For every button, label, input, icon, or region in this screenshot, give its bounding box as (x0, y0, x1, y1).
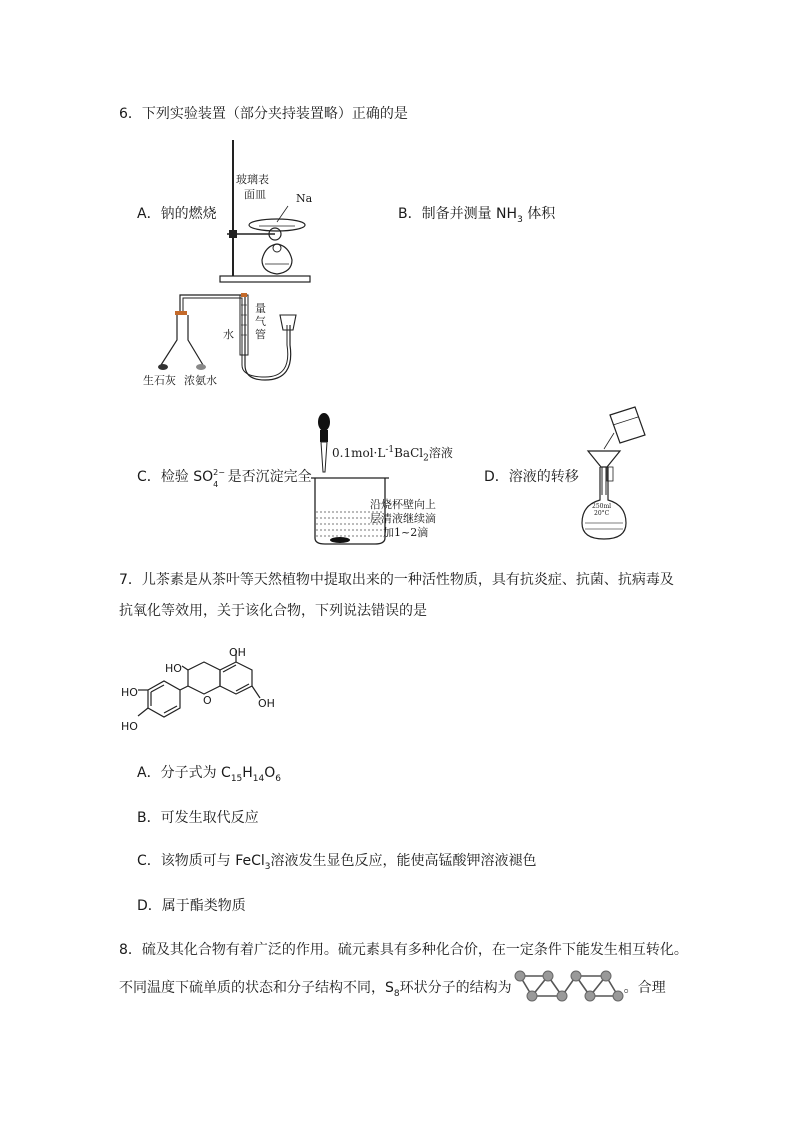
label-note-2: 层清液继续滴 (370, 512, 436, 525)
q7-option-c: C．该物质可与 FeCl$_3$溶液发生显色反应，能使高锰酸钾溶液褪色 (137, 853, 537, 872)
q6-option-a: A．钠的燃烧 (137, 206, 217, 222)
label-note-1: 沿烧杯壁向上 (370, 498, 436, 511)
q7-option-d: D．属于酯类物质 (137, 898, 246, 914)
q8-line-2: 不同温度下硫单质的状态和分子结构不同，$S_8$环状分子的结构为 。合理 (119, 980, 666, 999)
q6-option-c: C．检验 SO 2− 4 是否沉淀完全 (137, 468, 312, 489)
q7-stem-line-2: 抗氧化等效用，关于该化合物，下列说法错误的是 (119, 603, 427, 619)
label-ammonia-water: 浓氨水 (184, 374, 217, 387)
label-watch-glass-1: 玻璃表 (236, 173, 269, 186)
label-gas-burette-2: 气 (255, 315, 266, 328)
q7-option-b: B．可发生取代反应 (137, 810, 259, 826)
q7-stem-line-1: 7．儿茶素是从茶叶等天然植物中提取出来的一种活性物质，具有抗炎症、抗菌、抗病毒及 (119, 572, 674, 588)
label-bacl2-reagent: $0.1mol\cdot L^{-1}BaCl_2$溶液 (332, 445, 453, 464)
label-oh-top: OH (229, 646, 246, 659)
q8-line-1: 8．硫及其化合物有着广泛的作用。硫元素具有多种化合价，在一定条件下能发生相互转化。 (119, 942, 688, 958)
label-ho-left-1: HO (121, 686, 138, 699)
label-gas-burette-3: 管 (255, 328, 266, 341)
label-na: Na (296, 192, 313, 205)
s8-ring-structure (512, 970, 632, 1004)
label-watch-glass-2: 面皿 (244, 188, 266, 201)
q6-stem: 6．下列实验装置（部分夹持装置略）正确的是 (119, 106, 408, 122)
catechin-structure (120, 640, 290, 740)
label-note-3: 加1~2滴 (383, 526, 429, 539)
label-oh-right: OH (258, 697, 275, 710)
label-ho-top: HO (165, 662, 182, 675)
q7-option-a: A．分子式为 $C_{15}H_{14}O_6$ (137, 765, 282, 784)
figure-solution-transfer (580, 405, 670, 545)
label-flask-volume: 250ml (592, 503, 612, 510)
figure-sodium-combustion (215, 140, 315, 290)
label-water: 水 (223, 328, 234, 341)
label-ring-oxygen: O (203, 694, 212, 707)
label-ho-left-2: HO (121, 720, 138, 733)
label-quicklime: 生石灰 (143, 374, 176, 387)
q6-option-b: B．制备并测量 $NH_3$ 体积 (398, 206, 556, 225)
label-flask-temp: 20°C (594, 510, 610, 517)
q6-option-d: D．溶液的转移 (484, 469, 579, 485)
label-gas-burette-1: 量 (255, 302, 266, 315)
